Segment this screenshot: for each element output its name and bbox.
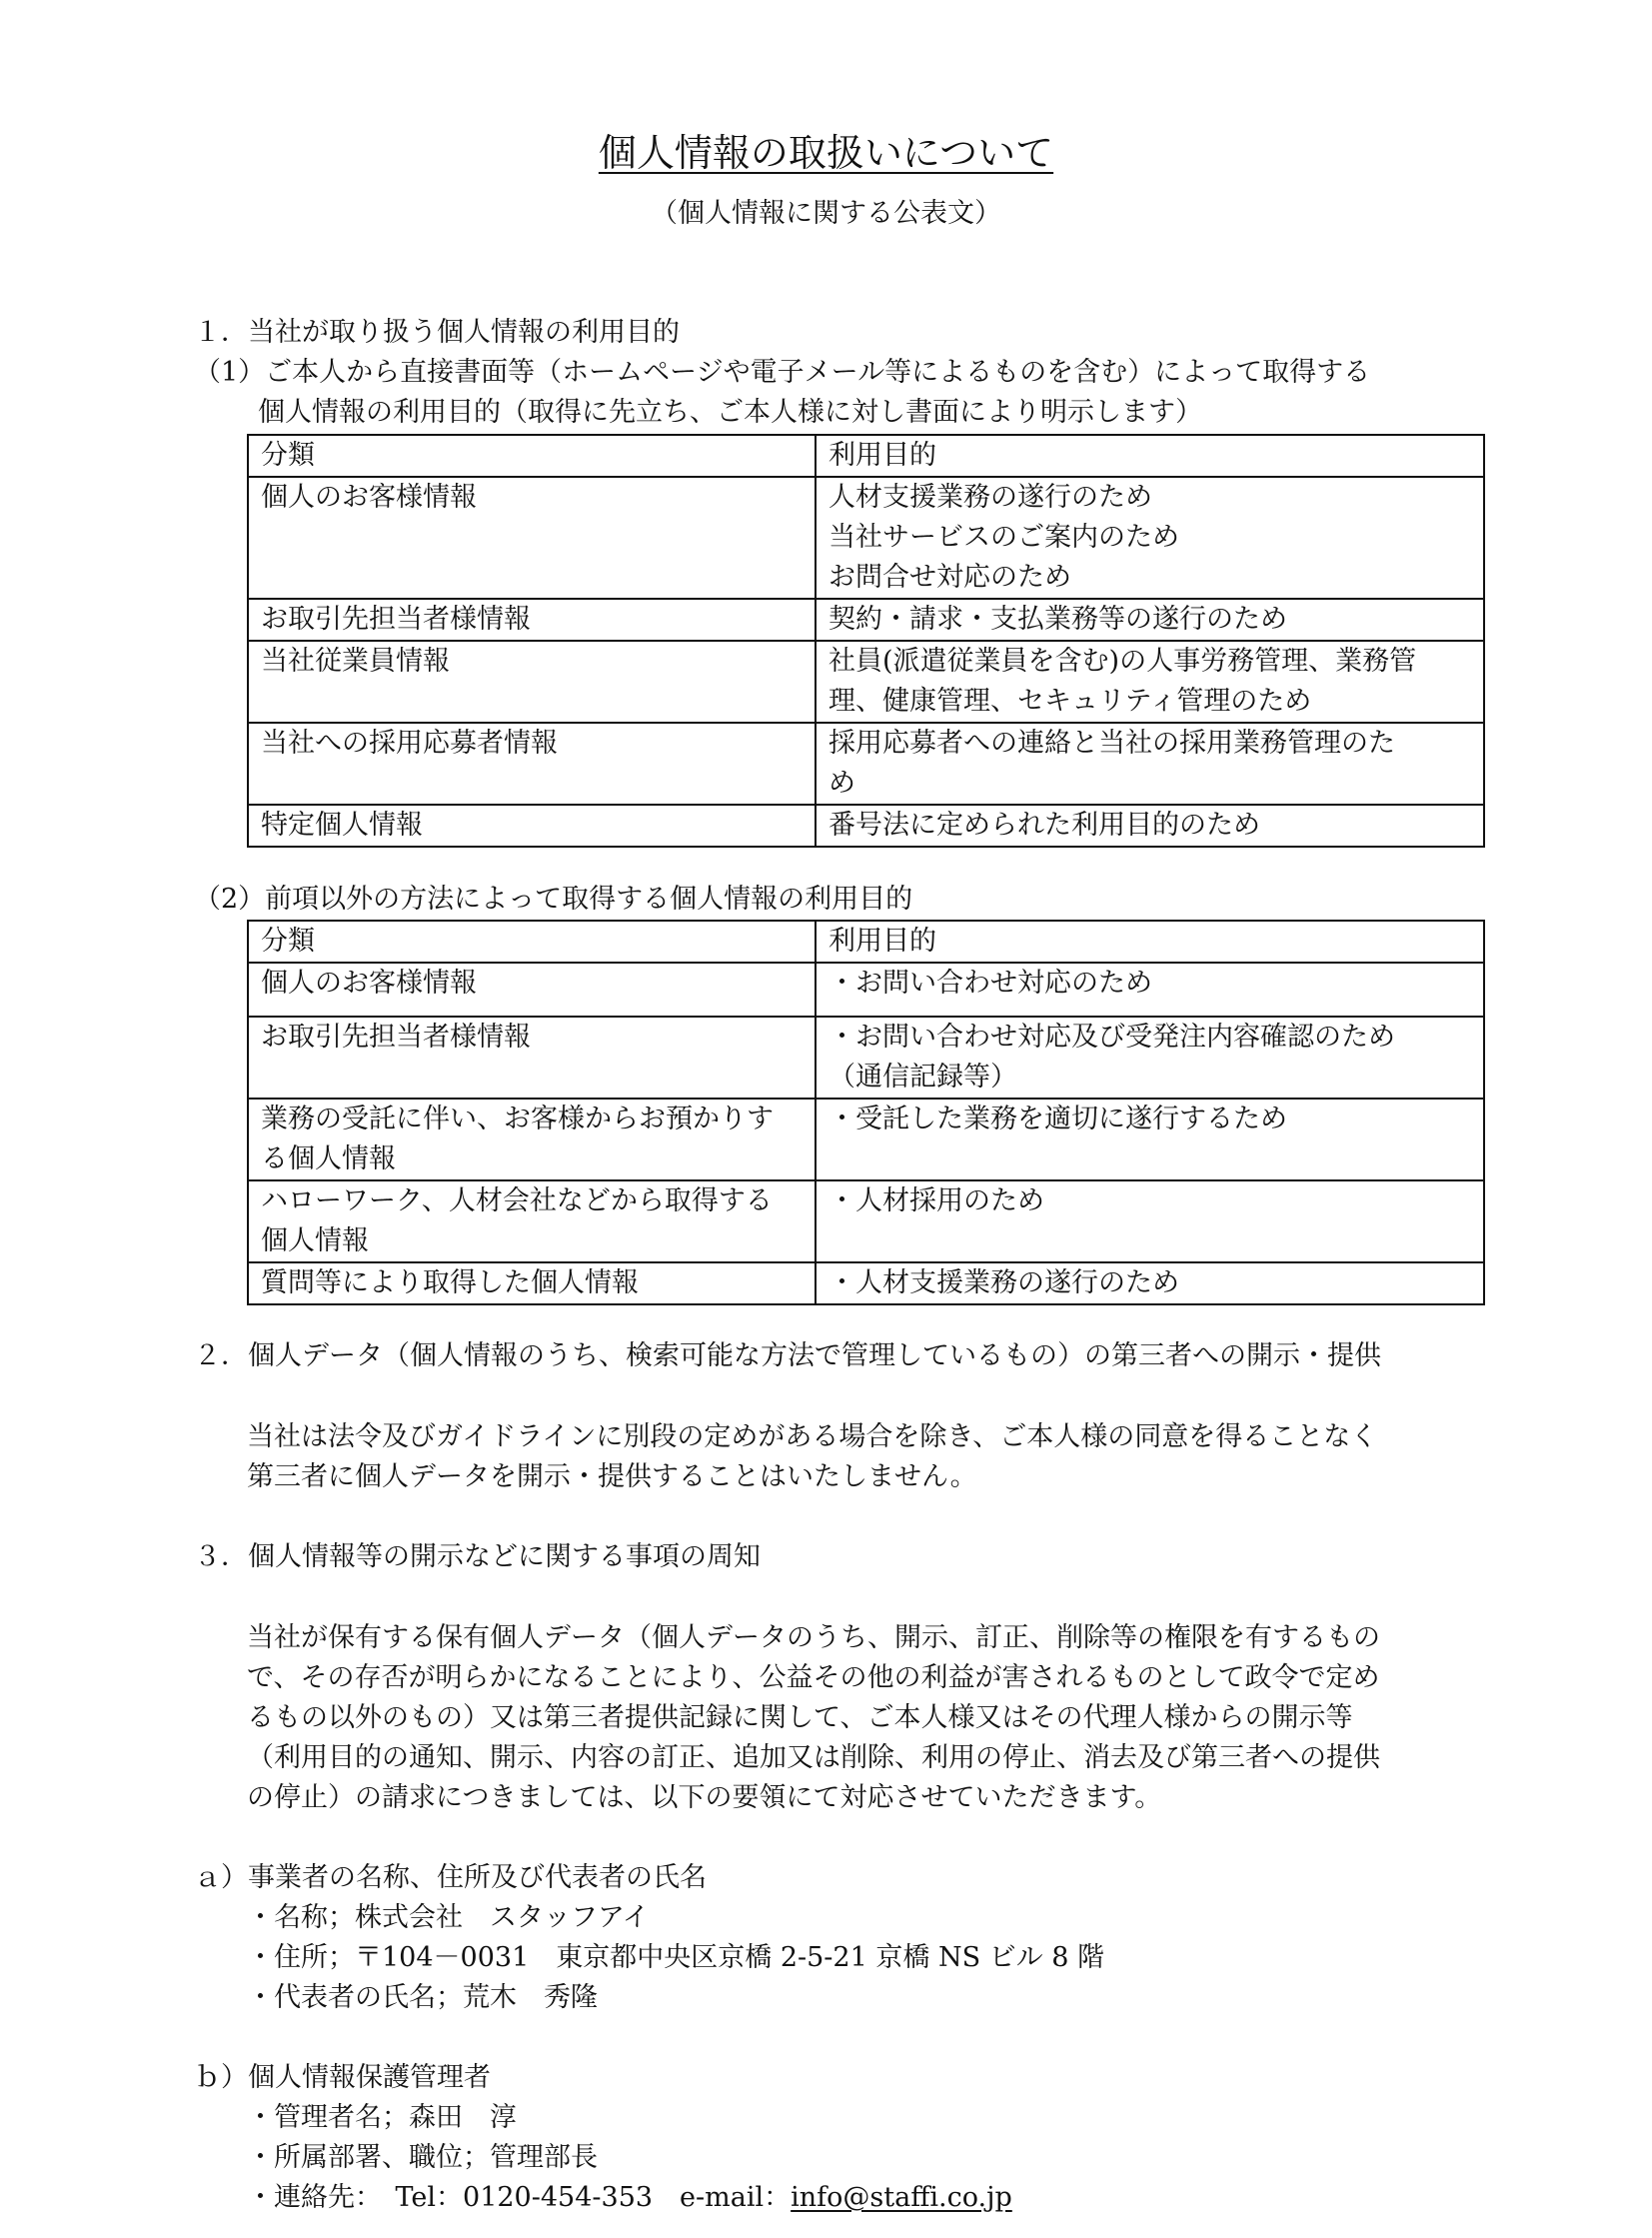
section-1-heading: １．当社が取り扱う個人情報の利用目的 bbox=[194, 317, 680, 348]
table-cell-purpose: ・お問い合わせ対応のため bbox=[816, 963, 1484, 1017]
table-cell-category: お取引先担当者様情報 bbox=[248, 1017, 816, 1099]
table-cell-category: 業務の受託に伴い、お客様からお預かりす る個人情報 bbox=[248, 1099, 816, 1180]
table-cell-category: 個人のお客様情報 bbox=[248, 963, 816, 1017]
table-cell-purpose: ・人材支援業務の遂行のため bbox=[816, 1262, 1484, 1304]
section-1-1-line2: 個人情報の利用目的（取得に先立ち、ご本人様に対し書面により明示します） bbox=[258, 397, 1202, 428]
table-cell-category: 特定個人情報 bbox=[248, 805, 816, 847]
section-2-body-line: 当社は法令及びガイドラインに別段の定めがある場合を除き、ご本人様の同意を得ることなく bbox=[247, 1421, 1378, 1452]
company-name: ・名称；株式会社 スタッフアイ bbox=[247, 1902, 650, 1933]
table-row bbox=[248, 1262, 1484, 1304]
table-header-category: 分類 bbox=[248, 921, 816, 963]
section-a-heading: ａ）事業者の名称、住所及び代表者の氏名 bbox=[194, 1862, 707, 1893]
section-3-body-line: るもの以外のもの）又は第三者提供記録に関して、ご本人様又はその代理人様からの開示等 bbox=[247, 1702, 1353, 1733]
table-row bbox=[248, 1099, 1484, 1180]
table-cell-category: 個人のお客様情報 bbox=[248, 477, 816, 599]
table-cell-purpose: 採用応募者への連絡と当社の採用業務管理のた め bbox=[816, 723, 1484, 805]
section-b-heading: ｂ）個人情報保護管理者 bbox=[194, 2062, 491, 2093]
page-title bbox=[0, 128, 1652, 178]
table-row bbox=[248, 641, 1484, 723]
section-2-body-line: 第三者に個人データを開示・提供することはいたしません。 bbox=[247, 1461, 977, 1492]
table-cell-category: ハローワーク、人材会社などから取得する 個人情報 bbox=[248, 1180, 816, 1262]
table-header-row bbox=[248, 921, 1484, 963]
table-cell-category: 当社従業員情報 bbox=[248, 641, 816, 723]
section-3-body-line: で、その存否が明らかになることにより、公益その他の利益が害されるものとして政令で定め bbox=[247, 1662, 1380, 1693]
table-header-purpose: 利用目的 bbox=[816, 921, 1484, 963]
section-1-1-line1: （1）ご本人から直接書面等（ホームページや電子メール等によるものを含む）によって取得する bbox=[194, 357, 1371, 388]
manager-department: ・所属部署、職位；管理部長 bbox=[247, 2142, 598, 2173]
email-link[interactable]: info@staffi.co.jp bbox=[791, 2182, 1012, 2213]
company-address: ・住所；〒104－0031 東京都中央区京橋 2-5-21 京橋 NS ビル 8 階 bbox=[247, 1942, 1105, 1973]
section-3-body-line: 当社が保有する保有個人データ（個人データのうち、開示、訂正、削除等の権限を有するもの bbox=[247, 1622, 1380, 1653]
table-row bbox=[248, 805, 1484, 847]
purpose-table-2 bbox=[247, 920, 1485, 1305]
section-3-body-line: （利用目的の通知、開示、内容の訂正、追加又は削除、利用の停止、消去及び第三者への提供 bbox=[247, 1742, 1380, 1773]
table-row bbox=[248, 1017, 1484, 1099]
contact-line bbox=[247, 2178, 1012, 2218]
table-row bbox=[248, 1180, 1484, 1262]
purpose-table-1 bbox=[247, 434, 1485, 848]
table-cell-purpose: ・受託した業務を適切に遂行するため bbox=[816, 1099, 1484, 1180]
table-cell-purpose: ・お問い合わせ対応及び受発注内容確認のため （通信記録等） bbox=[816, 1017, 1484, 1099]
manager-name: ・管理者名；森田 淳 bbox=[247, 2102, 517, 2133]
table-header-category: 分類 bbox=[248, 435, 816, 477]
table-cell-purpose: 人材支援業務の遂行のため 当社サービスのご案内のため お問合せ対応のため bbox=[816, 477, 1484, 599]
table-cell-purpose: 社員(派遣従業員を含む)の人事労務管理、業務管 理、健康管理、セキュリティ管理のため bbox=[816, 641, 1484, 723]
contact-prefix: ・連絡先： Tel：0120-454-353 e-mail： bbox=[247, 2182, 792, 2213]
table-cell-category: お取引先担当者様情報 bbox=[248, 599, 816, 641]
table-row bbox=[248, 599, 1484, 641]
table-header-row bbox=[248, 435, 1484, 477]
section-3-heading: ３．個人情報等の開示などに関する事項の周知 bbox=[194, 1541, 761, 1572]
page-subtitle: （個人情報に関する公表文） bbox=[651, 198, 1001, 229]
table-cell-purpose: ・人材採用のため bbox=[816, 1180, 1484, 1262]
table-row bbox=[248, 963, 1484, 1017]
table-cell-purpose: 番号法に定められた利用目的のため bbox=[816, 805, 1484, 847]
section-3-body-line: の停止）の請求につきましては、以下の要領にて対応させていただきます。 bbox=[247, 1782, 1162, 1813]
table-cell-purpose: 契約・請求・支払業務等の遂行のため bbox=[816, 599, 1484, 641]
table-cell-category: 質問等により取得した個人情報 bbox=[248, 1262, 816, 1304]
table-cell-category: 当社への採用応募者情報 bbox=[248, 723, 816, 805]
section-2-heading: ２．個人データ（個人情報のうち、検索可能な方法で管理しているもの）の第三者への開示・提供 bbox=[194, 1340, 1381, 1371]
table-row bbox=[248, 723, 1484, 805]
section-1-2-heading: （2）前項以外の方法によって取得する個人情報の利用目的 bbox=[194, 884, 913, 915]
table-header-purpose: 利用目的 bbox=[816, 435, 1484, 477]
table-row bbox=[248, 477, 1484, 599]
representative-name: ・代表者の氏名；荒木 秀隆 bbox=[247, 1982, 598, 2013]
page-title-text: 個人情報の取扱いについて bbox=[598, 131, 1054, 175]
